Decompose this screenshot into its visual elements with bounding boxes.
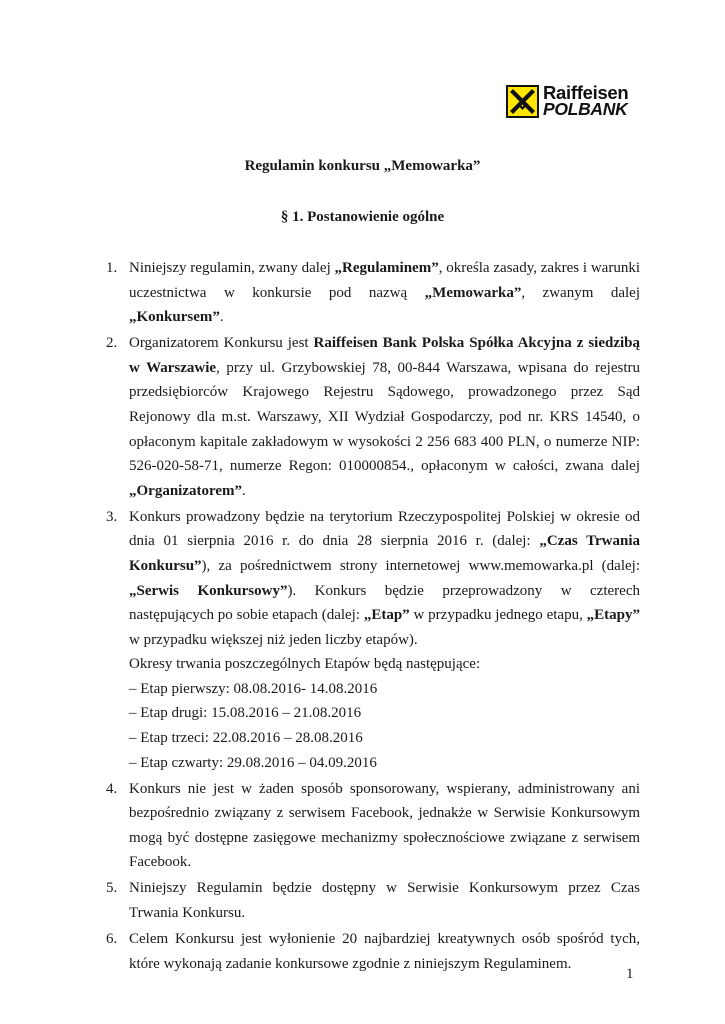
stage-period-line: – Etap pierwszy: 08.08.2016- 14.08.2016 [129, 680, 378, 697]
defined-term: „Regulaminem” [334, 260, 439, 276]
list-item-text [129, 331, 640, 503]
defined-term: „Serwis Konkursowy” [129, 582, 288, 599]
defined-term: „Organizatorem” [129, 482, 243, 499]
list-item-number: 4. [106, 780, 118, 797]
text-segment: ), za pośrednictwem strony internetowej www.memowarka.pl (dalej: [201, 557, 640, 574]
defined-term: Raiffeisen Bank Polska Spółka Akcyjna z siedzibą w Warszawie [129, 335, 640, 376]
list-item-number: 6. [106, 930, 118, 947]
defined-term: „Czas Trwania Konkursu” [129, 533, 641, 574]
text-segment: . [219, 309, 224, 326]
list-item-number: 5. [106, 880, 118, 897]
defined-term: „Konkursem” [129, 309, 220, 326]
text-segment: Niniejszy Regulamin będzie dostępny w Serwisie Konkursowym przez Czas Trwania Konkursu. [129, 880, 640, 921]
logo-line-polbank: POLBANK [543, 99, 628, 119]
list-item [106, 331, 640, 503]
text-segment: Niniejszy regulamin, zwany dalej [129, 260, 335, 276]
logo-wordmark [543, 84, 628, 118]
list-item [106, 777, 640, 875]
list-item-text [129, 876, 640, 925]
text-segment: , zwanym dalej [521, 284, 641, 301]
text-segment: , przy ul. Grzybowskiej 78, 00-844 Warszawa, wpisana do rejestru przedsiębiorców Krajowego Rejestru Sądowego, prowadzonego przez Sąd Rejonowy dla m.st. Warszawy, XII Wydział Gospodarczy, pod nr. KRS 14540, o opłaconym kapitale zakładowym w wysokości 2 256 683 400 PLN, o numerze NIP: 526-020-58-71, numerze Regon: 010000854., opłaconym w całości, zwana dalej [129, 359, 641, 475]
section-title: § 1. Postanowienie ogólne [280, 209, 445, 225]
text-segment: Organizatorem Konkursu jest [129, 335, 314, 352]
list-item-text [129, 927, 640, 976]
text-segment: , określa zasady, zakres i warunki uczestnictwa w konkursie pod nazwą [129, 260, 640, 301]
list-item [106, 876, 640, 925]
list-item-number: 1. [106, 260, 118, 276]
list-item-text [129, 505, 640, 653]
text-segment: ). Konkurs będzie przeprowadzony w czterech następujących po sobie etapach (dalej: [129, 582, 640, 624]
list-item [106, 927, 640, 976]
list-item-number: 2. [106, 335, 118, 352]
crossed-gables-logo-icon [506, 85, 539, 118]
raiffeisen-logo [506, 84, 628, 118]
list-item [106, 505, 640, 776]
list-item [106, 256, 640, 330]
stage-period-line: – Etap czwarty: 29.08.2016 – 04.09.2016 [129, 754, 377, 771]
page-number: 1 [626, 966, 634, 982]
list-item-text [129, 256, 640, 330]
list-item-text [129, 777, 640, 875]
stage-period-line: Okresy trwania poszczególnych Etapów będą następujące: [129, 656, 481, 673]
text-segment: . [242, 482, 246, 499]
logo-line-raiffeisen: Raiffeisen [543, 82, 629, 103]
stage-period-line: – Etap trzeci: 22.08.2016 – 28.08.2016 [129, 730, 363, 747]
text-segment: Celem Konkursu jest wyłonienie 20 najbardziej kreatywnych osób spośród tych, które wykonają zadanie konkursowe zgodnie z niniejszym Regulaminem. [129, 930, 640, 972]
text-segment: w przypadku jednego etapu, [409, 607, 587, 624]
stage-period-line: – Etap drugi: 15.08.2016 – 21.08.2016 [129, 705, 362, 722]
defined-term: „Etapy” [586, 607, 640, 624]
list-item-number: 3. [106, 508, 118, 525]
text-segment: w przypadku większej niż jeden liczby etapów). [129, 631, 418, 648]
text-segment: Konkurs prowadzony będzie na terytorium Rzeczypospolitej Polskiej w okresie od dnia 01 sierpnia 2016 r. do dnia 28 sierpnia 2016 r. (dalej: [129, 508, 640, 550]
defined-term: „Memowarka” [424, 284, 522, 301]
defined-term: „Etap” [363, 607, 410, 624]
regulations-list [106, 256, 640, 978]
text-segment: Konkurs nie jest w żaden sposób sponsorowany, wspierany, administrowany ani bezpośrednio związany z serwisem Facebook, jednakże w Serwisie Konkursowym mogą być dostępne zasięgowe mechanizmy społecznościowe związane z serwisem Facebook. [129, 780, 640, 871]
document-title: Regulamin konkursu „Memowarka” [244, 158, 481, 174]
